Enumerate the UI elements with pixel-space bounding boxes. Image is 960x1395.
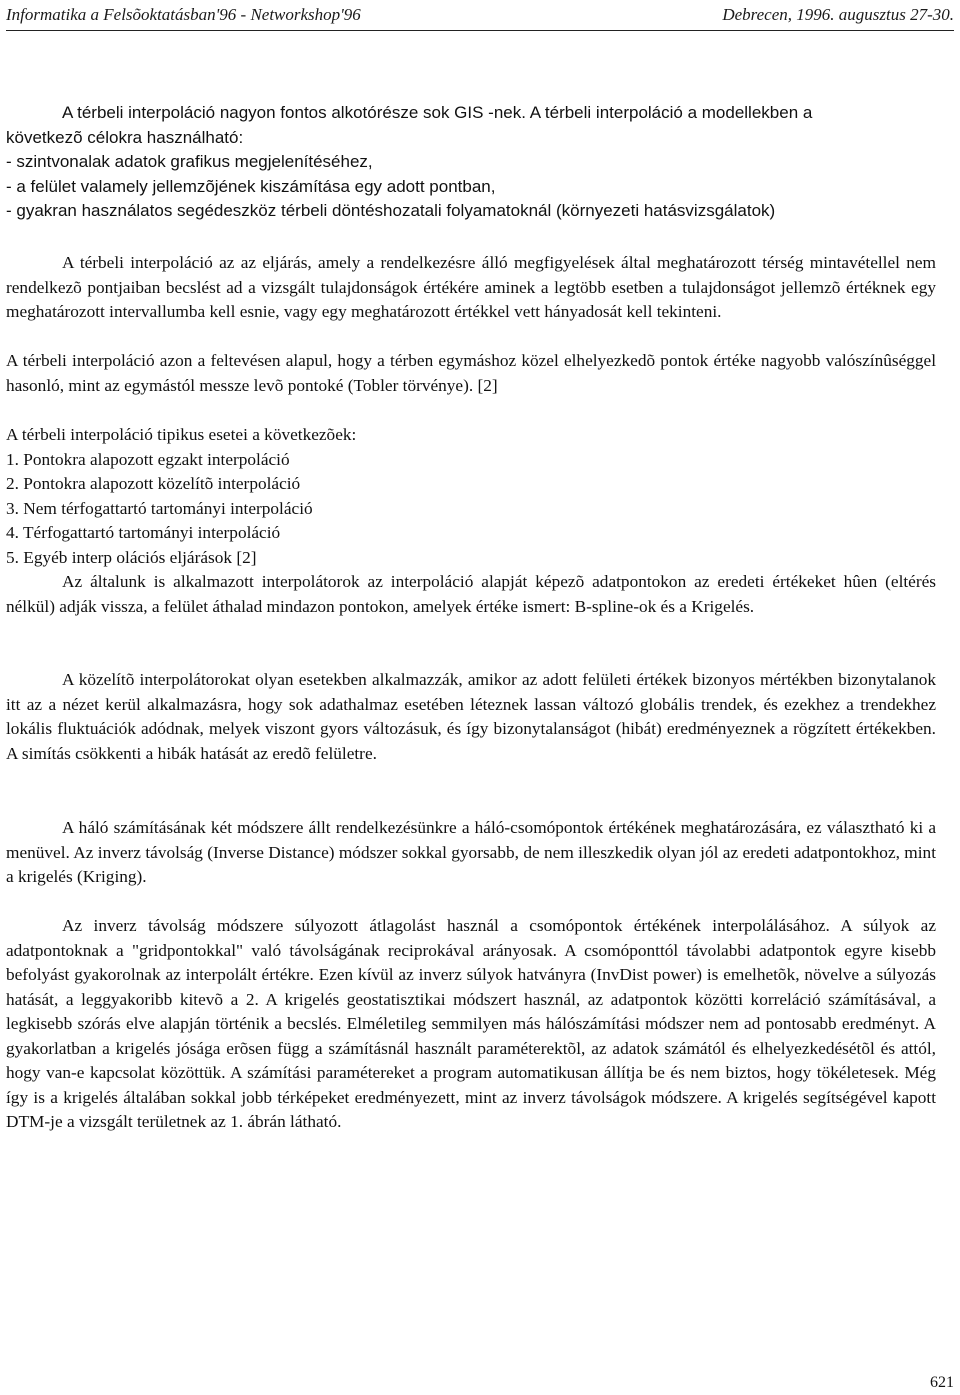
inverse-distance-paragraph: Az inverz távolság módszere súlyozott átlagolást használ a csomópontok értékének interpolálásához. A súlyok az adatpontoknak a "gridpontokkal" való távolságának reciprokával arányosak. A csomóponttól távolabbi adatpontok egyre kisebb befolyást gyakorolnak az interpolált értékre. Ezen kívül az inverz súlyok hatványra (InvDist power) is emelhetõk, növelve a súlyozás hatását, a leggyakoribb kitevõ a 2. A krigelés geostatisztikai módszert használ, az adatpontok közötti korreláció számításával, a legkisebb szórás elve alapján történik a becslés. Elméletileg semmilyen más hálószámítási módszer nem ad pontosabb eredményt. A gyakorlatban a krigelés jósága erõsen függ a számításnál használt paraméterektõl, az adatok számától és elhelyezkedésétõl és attól, hogy van-e kapcsolat közöttük. A számítási paramétereket a program automatikusan állítja be és nem biztos, hogy tökéletesek. Még így is a krigelés általában sokkal jobb térképeket eredményezett, mint az inverz távolságok módszere. A krigelés segítségével kapott DTM-je a vizsgált területnek az 1. ábrán látható. — [6, 916, 936, 1131]
usage-item: - szintvonalak adatok grafikus megjelenítéséhez, — [6, 152, 373, 171]
cases-heading: A térbeli interpoláció tipikus esetei a következõek: — [6, 425, 357, 444]
header-conference-title: Informatika a Felsõoktatásban'96 - Networkshop'96 — [6, 5, 361, 24]
usage-list — [6, 150, 942, 224]
intro-line-2: következõ célokra használható: — [6, 127, 244, 147]
case-item: 2. Pontokra alapozott közelítõ interpoláció — [6, 474, 301, 493]
intro-section — [6, 101, 942, 224]
usage-item: - gyakran használatos segédeszköz térbeli döntéshozatali folyamatoknál (környezeti hatásvizsgálatok) — [6, 201, 776, 220]
approximate-interpolators-paragraph: A közelítõ interpolátorokat olyan esetekben alkalmazzák, amikor az adott felületi értékek bizonyos mértékben bizonytalanok itt az a nézet kerül alkalmazásra, hogy sok adathalmaz esetében léteznek lassan változó globális trendek, és ezekhez a trendekhez lokális fluktuációk adódnak, melyek viszont gyors változásuk, és így bizonytalanságot (hibát) eredményeznek a rögzített értékekben. A simítás csökkenti a hibák hatását az eredõ felületre. — [6, 670, 936, 763]
usage-item: - a felület valamely jellemzõjének kiszámítása egy adott pontban, — [6, 176, 496, 196]
case-item: 5. Egyéb interp olációs eljárások [2] — [6, 547, 257, 567]
case-item: 4. Térfogattartó tartományi interpoláció — [6, 523, 281, 542]
cases-list — [6, 448, 936, 571]
cases-section — [6, 423, 936, 570]
case-item: 3. Nem térfogattartó tartományi interpoláció — [6, 498, 313, 518]
header-place-date: Debrecen, 1996. augusztus 27-30. — [722, 5, 954, 24]
grid-methods-paragraph: A háló számításának két módszere állt rendelkezésünkre a háló-csomópontok értékének meghatározására, ez választható ki a menüvel. Az inverz távolság (Inverse Distance) módszer sokkal gyorsabb, de nem illeszkedik olyan jól az eredeti adatpontokhoz, mint a krigelés (Kriging). — [6, 818, 936, 886]
definition-paragraph: A térbeli interpoláció az az eljárás, amely a rendelkezésre álló megfigyelések által meghatározott térség mintavétellel nem rendelkezõ pontjaiban becslést ad a vizsgált tulajdonságok értékére aminek a legtöbb esetben a tulajdonságot jellemzõ értéknek egy meghatározott intervallumba kell esnie, vagy egy meghatározott értékkel vett hányadosát kell tekinteni. — [6, 253, 936, 321]
page-number: 621 — [930, 1374, 954, 1391]
running-header — [6, 0, 954, 31]
tobler-paragraph: A térbeli interpoláció azon a feltevésen alapul, hogy a térben egymáshoz közel elhelyezkedõ pontok értéke nagyobb valószínûséggel hasonló, mint az egymástól messze levõ pontoké (Tobler törvénye). [2] — [6, 351, 936, 395]
intro-line-1: A térbeli interpoláció nagyon fontos alkotórésze sok GIS -nek. A térbeli interpoláció a modellekben a — [62, 103, 813, 122]
case-item: 1. Pontokra alapozott egzakt interpoláció — [6, 449, 290, 469]
exact-interpolators-paragraph: Az általunk is alkalmazott interpolátorok az interpoláció alapját képezõ adatpontokon az eredeti értékeket hûen (eltérés nélkül) adják vissza, a felület áthalad mindazon pontokon, amelyek értéke ismert: B-spline-ok és a Krigelés. — [6, 572, 936, 616]
